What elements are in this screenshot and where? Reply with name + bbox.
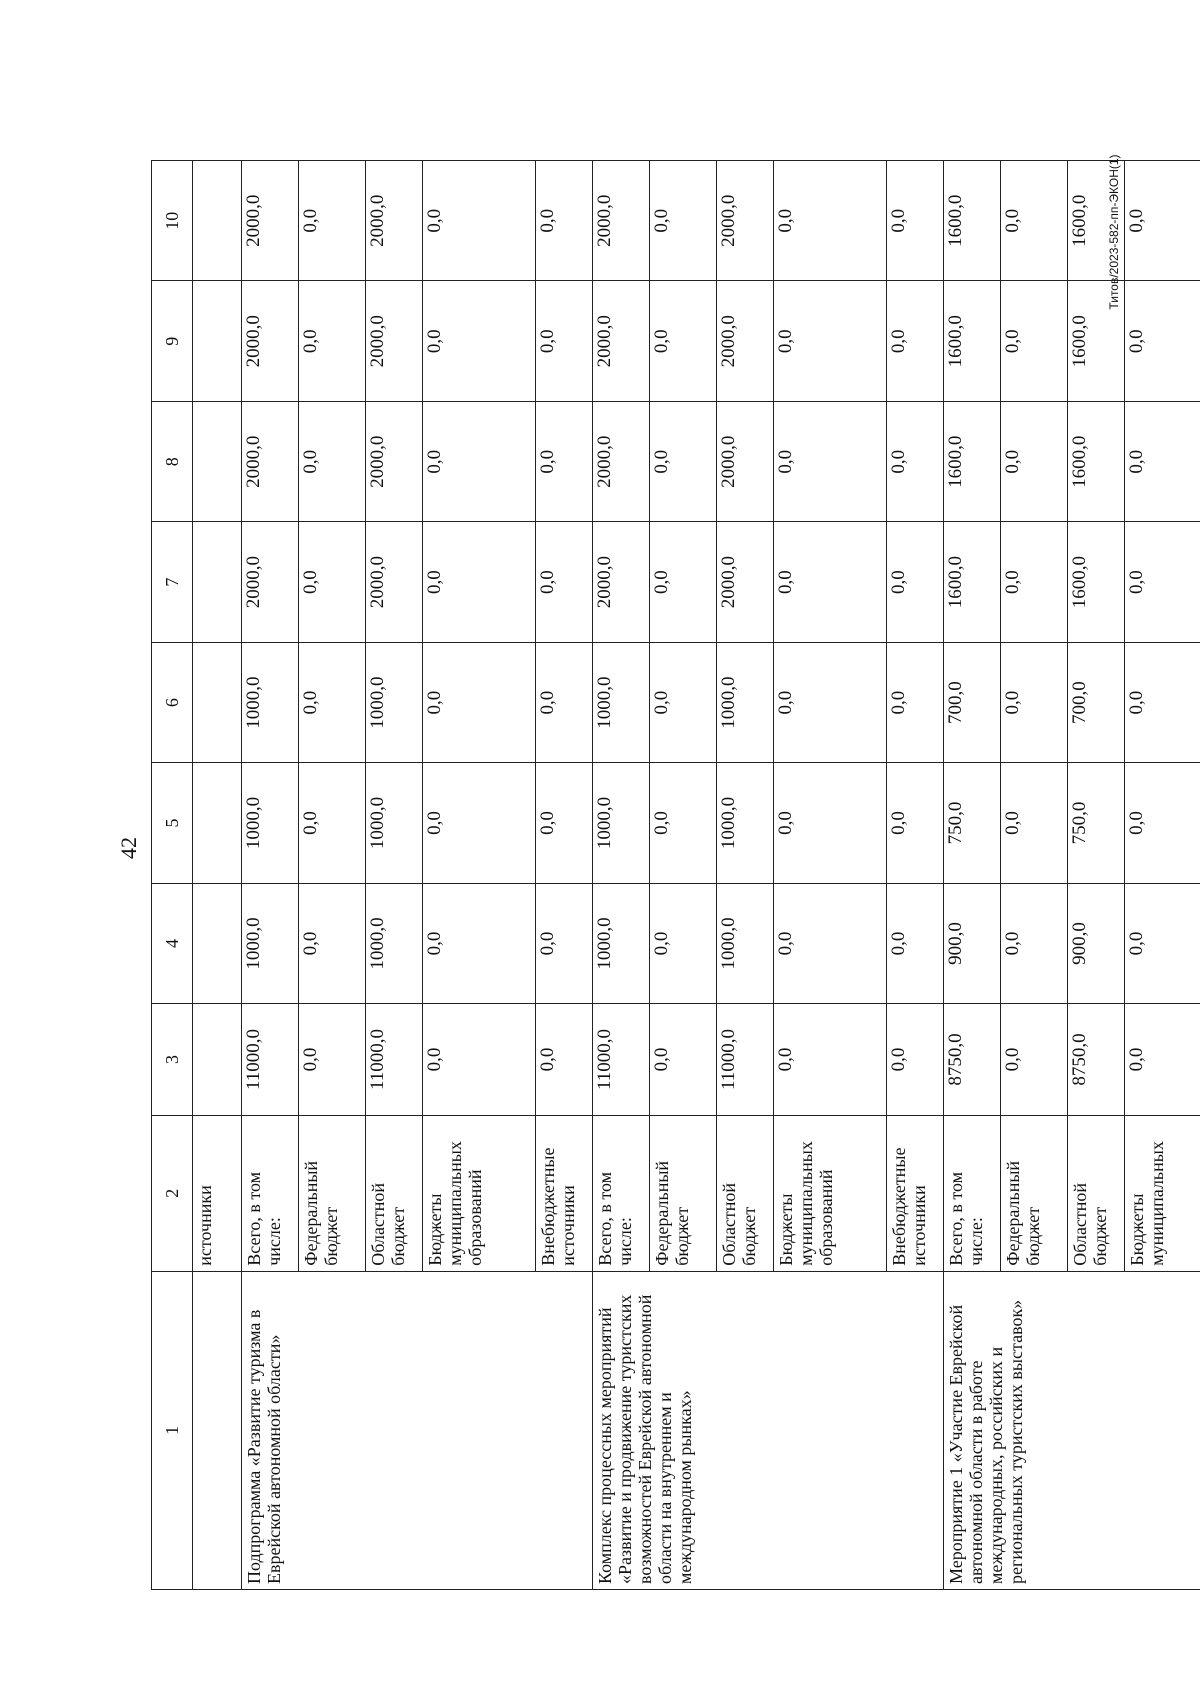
source-name: Всего, в том числе: — [593, 1115, 650, 1271]
value-cell: 0,0 — [423, 281, 536, 401]
source-name: Бюджеты муниципальных образований — [774, 1115, 887, 1271]
source-name: Бюджеты муниципальных — [1125, 1115, 1200, 1271]
value-cell: 900,0 — [944, 883, 1001, 1003]
value-cell: 1600,0 — [944, 401, 1001, 521]
empty-cell — [193, 1004, 242, 1116]
empty-cell — [193, 401, 242, 521]
value-cell: 0,0 — [1001, 281, 1068, 401]
value-cell: 2000,0 — [242, 161, 299, 282]
value-cell: 1000,0 — [593, 883, 650, 1003]
source-name: Областной бюджет — [366, 1115, 423, 1271]
value-cell: 0,0 — [650, 763, 717, 883]
value-cell: 2000,0 — [366, 281, 423, 401]
empty-cell — [193, 281, 242, 401]
empty-cell — [193, 642, 242, 762]
value-cell: 1600,0 — [1068, 522, 1125, 642]
value-cell: 1000,0 — [717, 763, 774, 883]
value-cell: 2000,0 — [593, 522, 650, 642]
value-cell: 1600,0 — [944, 281, 1001, 401]
value-cell: 0,0 — [299, 883, 366, 1003]
value-cell: 0,0 — [1125, 763, 1200, 883]
empty-cell — [193, 161, 242, 282]
value-cell: 0,0 — [774, 161, 887, 282]
value-cell: 0,0 — [887, 642, 944, 762]
value-cell: 1000,0 — [593, 763, 650, 883]
value-cell: 0,0 — [650, 642, 717, 762]
source-name: Областной бюджет — [717, 1115, 774, 1271]
section-title: Мероприятие 1 «Участие Еврейской автономной области в работе международных, российских и региональных туристских выставок» — [944, 1271, 1200, 1589]
value-cell: 1600,0 — [944, 161, 1001, 282]
value-cell: 1600,0 — [1068, 161, 1125, 282]
value-cell: 2000,0 — [242, 401, 299, 521]
value-cell: 0,0 — [536, 522, 593, 642]
column-number-8: 8 — [152, 401, 193, 521]
value-cell: 0,0 — [1125, 1004, 1200, 1116]
empty-cell — [193, 883, 242, 1003]
source-name: Внебюджетные источники — [887, 1115, 944, 1271]
column-number-4: 4 — [152, 883, 193, 1003]
column-number-3: 3 — [152, 1004, 193, 1116]
value-cell: 2000,0 — [366, 161, 423, 282]
value-cell: 0,0 — [536, 161, 593, 282]
header-row — [152, 161, 193, 1590]
value-cell: 11000,0 — [593, 1004, 650, 1116]
value-cell: 2000,0 — [242, 281, 299, 401]
value-cell: 0,0 — [774, 763, 887, 883]
column-number-1: 1 — [152, 1271, 193, 1589]
value-cell: 0,0 — [887, 1004, 944, 1116]
value-cell: 1600,0 — [1068, 401, 1125, 521]
value-cell: 0,0 — [1001, 763, 1068, 883]
value-cell: 0,0 — [1001, 642, 1068, 762]
value-cell: 2000,0 — [593, 281, 650, 401]
value-cell: 0,0 — [1001, 161, 1068, 282]
value-cell: 2000,0 — [593, 401, 650, 521]
value-cell: 0,0 — [1125, 883, 1200, 1003]
column-number-6: 6 — [152, 642, 193, 762]
value-cell: 0,0 — [774, 281, 887, 401]
value-cell: 2000,0 — [717, 401, 774, 521]
value-cell: 1000,0 — [242, 883, 299, 1003]
value-cell: 11000,0 — [366, 1004, 423, 1116]
source-name: Федеральный бюджет — [650, 1115, 717, 1271]
value-cell: 700,0 — [1068, 642, 1125, 762]
continuation-row — [193, 161, 242, 1590]
source-name: Внебюджетные источники — [536, 1115, 593, 1271]
value-cell: 0,0 — [536, 1004, 593, 1116]
table-row — [242, 161, 299, 1590]
value-cell: 8750,0 — [1068, 1004, 1125, 1116]
value-cell: 0,0 — [536, 883, 593, 1003]
source-name: Всего, в том числе: — [944, 1115, 1001, 1271]
value-cell: 1000,0 — [242, 763, 299, 883]
value-cell: 0,0 — [774, 1004, 887, 1116]
value-cell: 11000,0 — [717, 1004, 774, 1116]
value-cell: 0,0 — [887, 281, 944, 401]
value-cell: 1000,0 — [717, 642, 774, 762]
value-cell: 0,0 — [299, 161, 366, 282]
section-title: Подпрограмма «Развитие туризма в Еврейской автономной области» — [242, 1271, 593, 1589]
value-cell: 0,0 — [774, 642, 887, 762]
value-cell: 0,0 — [536, 642, 593, 762]
value-cell: 0,0 — [1001, 401, 1068, 521]
value-cell: 2000,0 — [366, 401, 423, 521]
table-row — [944, 161, 1001, 1590]
value-cell: 1000,0 — [366, 763, 423, 883]
value-cell: 1000,0 — [593, 642, 650, 762]
value-cell: 0,0 — [887, 401, 944, 521]
value-cell: 0,0 — [650, 522, 717, 642]
value-cell: 2000,0 — [366, 522, 423, 642]
empty-cell — [193, 1271, 242, 1589]
value-cell: 0,0 — [1125, 161, 1200, 282]
value-cell: 750,0 — [1068, 763, 1125, 883]
document-code-footer: Титов/2023-582-пп-ЭКОН(1) — [1107, 154, 1121, 310]
value-cell: 0,0 — [1125, 401, 1200, 521]
value-cell: 0,0 — [299, 522, 366, 642]
value-cell: 0,0 — [650, 1004, 717, 1116]
value-cell: 0,0 — [774, 522, 887, 642]
budget-table — [151, 160, 1200, 1590]
source-name: Федеральный бюджет — [299, 1115, 366, 1271]
value-cell: 0,0 — [299, 401, 366, 521]
value-cell: 0,0 — [423, 401, 536, 521]
value-cell: 1000,0 — [717, 883, 774, 1003]
value-cell: 0,0 — [423, 1004, 536, 1116]
value-cell: 0,0 — [1125, 522, 1200, 642]
value-cell: 0,0 — [650, 883, 717, 1003]
column-number-2: 2 — [152, 1115, 193, 1271]
value-cell: 0,0 — [1125, 281, 1200, 401]
source-name: Всего, в том числе: — [242, 1115, 299, 1271]
value-cell: 0,0 — [536, 763, 593, 883]
value-cell: 750,0 — [944, 763, 1001, 883]
value-cell: 700,0 — [944, 642, 1001, 762]
value-cell: 0,0 — [1001, 883, 1068, 1003]
value-cell: 0,0 — [423, 763, 536, 883]
value-cell: 1600,0 — [944, 522, 1001, 642]
value-cell: 2000,0 — [242, 522, 299, 642]
value-cell: 2000,0 — [717, 161, 774, 282]
value-cell: 0,0 — [299, 642, 366, 762]
value-cell: 1600,0 — [1068, 281, 1125, 401]
column-number-10: 10 — [152, 161, 193, 282]
page-number: 42 — [116, 837, 141, 859]
value-cell: 0,0 — [536, 281, 593, 401]
value-cell: 1000,0 — [366, 642, 423, 762]
value-cell: 2000,0 — [717, 281, 774, 401]
section-title: Комплекс процессных мероприятий «Развитие и продвижение туристских возможностей Еврейской автономной области на внутреннем и международном рынках» — [593, 1271, 944, 1589]
table-row — [593, 161, 650, 1590]
value-cell: 0,0 — [1125, 642, 1200, 762]
column-number-9: 9 — [152, 281, 193, 401]
value-cell: 0,0 — [887, 883, 944, 1003]
empty-cell — [193, 763, 242, 883]
value-cell: 0,0 — [423, 642, 536, 762]
column-number-5: 5 — [152, 763, 193, 883]
value-cell: 1000,0 — [366, 883, 423, 1003]
column-number-7: 7 — [152, 522, 193, 642]
value-cell: 0,0 — [650, 401, 717, 521]
table-body — [152, 161, 1200, 1590]
value-cell: 2000,0 — [717, 522, 774, 642]
value-cell: 0,0 — [299, 1004, 366, 1116]
value-cell: 0,0 — [423, 161, 536, 282]
empty-cell — [193, 522, 242, 642]
source-continuation: источники — [193, 1115, 242, 1271]
value-cell: 0,0 — [650, 161, 717, 282]
value-cell: 0,0 — [650, 281, 717, 401]
value-cell: 0,0 — [774, 883, 887, 1003]
value-cell: 1000,0 — [242, 642, 299, 762]
value-cell: 0,0 — [887, 763, 944, 883]
value-cell: 900,0 — [1068, 883, 1125, 1003]
value-cell: 0,0 — [1001, 1004, 1068, 1116]
source-name: Федеральный бюджет — [1001, 1115, 1068, 1271]
value-cell: 0,0 — [536, 401, 593, 521]
source-name: Бюджеты муниципальных образований — [423, 1115, 536, 1271]
value-cell: 0,0 — [774, 401, 887, 521]
value-cell: 0,0 — [1001, 522, 1068, 642]
value-cell: 0,0 — [423, 883, 536, 1003]
source-name: Областной бюджет — [1068, 1115, 1125, 1271]
value-cell: 0,0 — [299, 281, 366, 401]
value-cell: 0,0 — [887, 161, 944, 282]
value-cell: 2000,0 — [593, 161, 650, 282]
value-cell: 0,0 — [299, 763, 366, 883]
value-cell: 0,0 — [887, 522, 944, 642]
value-cell: 11000,0 — [242, 1004, 299, 1116]
value-cell: 8750,0 — [944, 1004, 1001, 1116]
value-cell: 0,0 — [423, 522, 536, 642]
